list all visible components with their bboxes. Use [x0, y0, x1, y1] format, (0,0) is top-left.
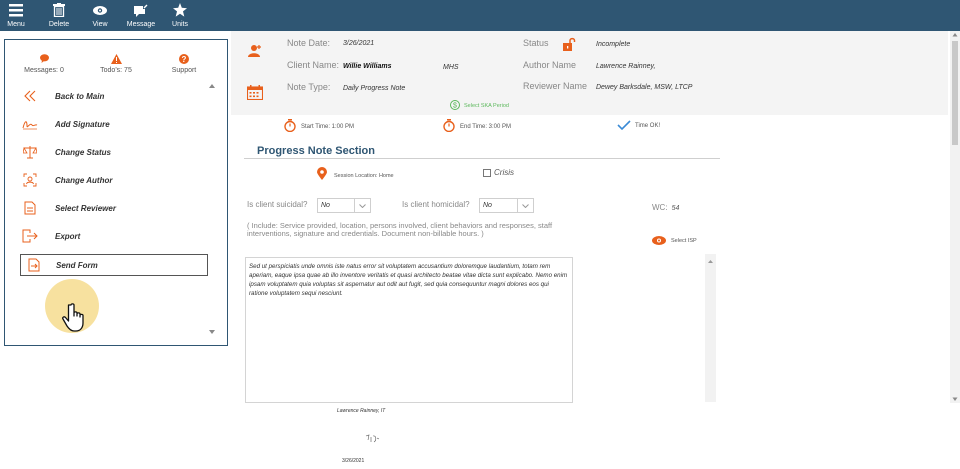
send-form-icon [21, 258, 46, 272]
page-scrollbar-thumb[interactable] [952, 41, 958, 145]
checkmark-icon [617, 120, 631, 132]
delete-button-label: Delete [48, 21, 70, 28]
time-ok-indicator [617, 120, 660, 132]
crisis-checkbox[interactable] [483, 168, 514, 177]
dollar-icon [450, 97, 460, 115]
suicidal-select-value: No [321, 202, 330, 209]
reviewer-label: Reviewer Name [523, 81, 588, 91]
menu-item-label: Add Signature [55, 119, 110, 129]
start-time[interactable] [284, 119, 354, 134]
menu-item-label: Change Author [55, 175, 113, 185]
suicidal-select[interactable] [317, 198, 371, 213]
stopwatch-icon [284, 119, 296, 134]
end-time-label: End Time: 3:00 PM [460, 123, 512, 130]
menu-item-send-form[interactable] [20, 254, 208, 276]
word-count-value: 54 [671, 205, 680, 212]
word-count [652, 203, 679, 212]
select-ska-period-link[interactable] [450, 97, 509, 115]
view-button-label: View [92, 21, 108, 28]
author-value: Lawrence Rainney, [596, 63, 656, 70]
suicidal-label: Is client suicidal? [247, 200, 308, 209]
question-icon [163, 54, 205, 66]
menu-item-label: Select Reviewer [55, 203, 116, 213]
client-name-value: Willie Williams [343, 63, 392, 70]
menu-button[interactable] [2, 0, 30, 31]
messages-link[interactable] [23, 54, 65, 74]
menu-item-label: Back to Main [55, 91, 105, 101]
menu-item-change-author[interactable] [15, 169, 205, 191]
homicidal-select-value: No [483, 202, 492, 209]
support-link[interactable] [163, 54, 205, 74]
chevron-down-icon [517, 199, 533, 212]
note-instructions: ( Include: Service provided, location, persons involved, client behaviors and responses, staff interventions, signature and credentials. Document non-billable hours. ) [247, 221, 553, 238]
menu-item-label: Send Form [56, 260, 98, 270]
add-person-icon [248, 44, 262, 63]
message-button[interactable] [124, 0, 158, 31]
stopwatch-icon [443, 119, 455, 134]
select-ska-period-label: Select SKA Period [464, 103, 509, 109]
homicidal-label: Is client homicidal? [402, 200, 470, 209]
time-ok-label: Time OK! [635, 123, 661, 129]
progress-note-text: Sed ut perspiciatis unde omnis iste natus error sit voluptatem accusantium doloremque laudantium, totam rem aperiam, eaque ipsa quae ab illo inventore veritatis et quasi architecto beatae vitae dicta sunt explicabo. Nemo enim ipsam voluptatem quia voluptas sit aspernatur aut odit aut fugit, sed quia consequuntur magni dolores eos qui ratione voluptatem sequi nesciunt. [249, 263, 568, 297]
section-divider [244, 158, 720, 159]
author-icon [15, 173, 45, 187]
eye-icon [86, 2, 114, 18]
delete-button[interactable] [44, 0, 74, 31]
messages-count: Messages: 0 [24, 67, 64, 74]
chevron-down-icon [354, 199, 370, 212]
message-icon [124, 2, 158, 18]
export-icon [15, 229, 45, 243]
menu-item-label: Export [55, 231, 81, 241]
menu-item-select-reviewer[interactable] [15, 197, 205, 219]
session-location[interactable] [317, 167, 394, 185]
note-header [231, 31, 948, 115]
start-time-label: Start Time: 1:00 PM [301, 123, 355, 130]
status-icon [15, 145, 45, 159]
signature-date: 3/26/2021 [342, 458, 365, 464]
hand-pointer-icon [61, 303, 89, 338]
menu-item-back-to-main[interactable] [15, 85, 205, 107]
side-menu-panel [4, 39, 228, 346]
star-icon [166, 2, 194, 18]
menu-item-add-signature[interactable] [15, 113, 205, 135]
client-name-label: Client Name: [287, 60, 340, 70]
hamburger-icon [2, 2, 30, 18]
section-title: Progress Note Section [257, 145, 375, 157]
svg-text:?: ? [181, 55, 187, 64]
page-scrollbar[interactable] [950, 31, 960, 403]
units-button[interactable] [166, 0, 194, 31]
signer-name: Lawrence Rainney, IT [337, 408, 386, 414]
note-type-label: Note Type: [287, 82, 331, 92]
chat-bubble-icon [23, 54, 65, 66]
warning-icon [95, 54, 137, 66]
progress-note-textarea[interactable] [245, 257, 573, 403]
menu-item-export[interactable] [15, 225, 205, 247]
trash-icon [44, 2, 74, 18]
todos-link[interactable] [95, 54, 137, 74]
support-label: Support [171, 67, 197, 74]
reviewer-value: Dewey Barksdale, MSW, LTCP [596, 84, 693, 91]
end-time[interactable] [443, 119, 511, 134]
textarea-scrollbar[interactable] [705, 254, 716, 402]
document-icon [15, 201, 45, 215]
status-value: Incomplete [596, 41, 631, 48]
units-button-label: Units [172, 21, 188, 28]
menu-item-change-status[interactable] [15, 141, 205, 163]
top-toolbar [0, 0, 960, 31]
word-count-label: WC: [652, 203, 668, 212]
session-location-label: Session Location: Home [334, 173, 394, 179]
calendar-icon [247, 85, 263, 105]
signature-image [365, 431, 381, 449]
svg-text:$: $ [453, 102, 457, 110]
client-program-value: MHS [443, 64, 459, 71]
map-pin-icon [317, 167, 327, 185]
select-isp-label: Select ISP [671, 238, 697, 244]
note-date-label: Note Date: [287, 38, 331, 48]
todos-count: Todo's: 75 [100, 67, 132, 74]
menu-button-label: Menu [7, 21, 25, 28]
menu-item-label: Change Status [55, 147, 112, 157]
view-button[interactable] [86, 0, 114, 31]
menu-scrollbar[interactable] [207, 84, 217, 336]
crisis-checkbox-box[interactable] [483, 169, 491, 177]
select-isp-link[interactable] [652, 232, 697, 250]
double-chevron-left-icon [15, 90, 45, 102]
message-button-label: Message [126, 21, 156, 28]
author-label: Author Name [523, 60, 577, 70]
eye-icon [652, 232, 666, 250]
unlock-icon[interactable] [562, 37, 576, 56]
signature-icon [15, 118, 45, 130]
note-type-value: Daily Progress Note [343, 85, 406, 92]
crisis-label: Crisis [494, 168, 514, 177]
homicidal-select[interactable] [479, 198, 534, 213]
status-label: Status [523, 38, 549, 48]
note-date-value: 3/26/2021 [343, 40, 375, 47]
